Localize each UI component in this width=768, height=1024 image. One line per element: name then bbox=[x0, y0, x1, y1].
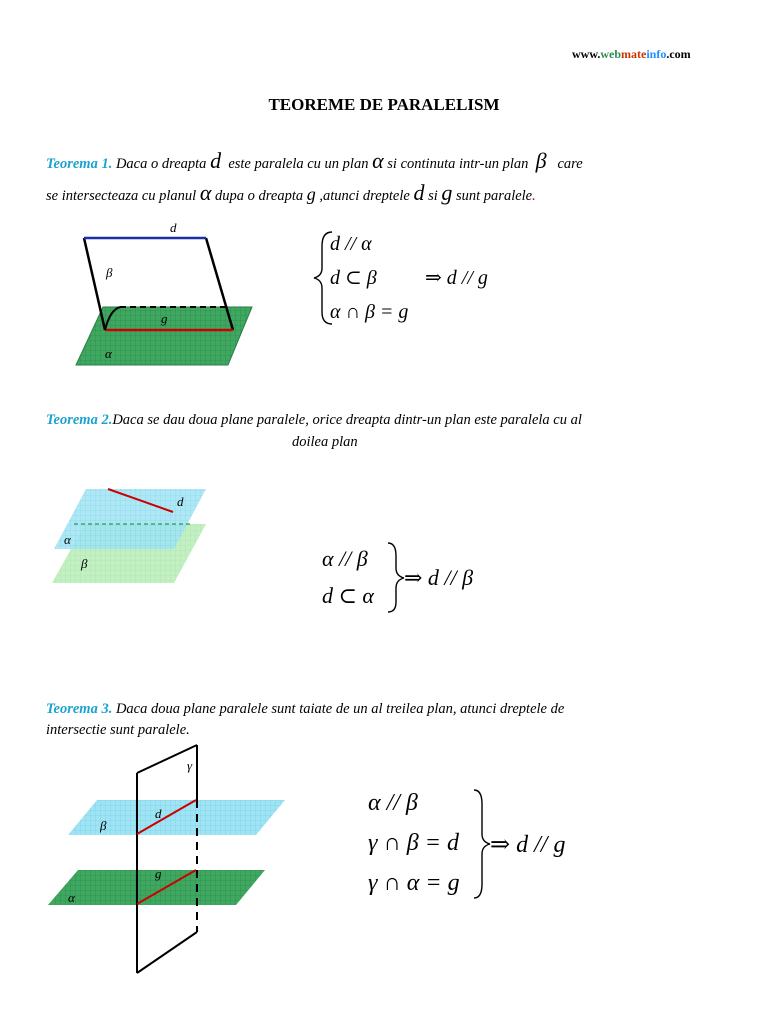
label-d: d bbox=[170, 220, 177, 235]
t3-formula-line-1: α // β bbox=[368, 790, 418, 816]
page-title: TEOREME DE PARALELISM bbox=[268, 95, 500, 114]
symbol-d: d bbox=[413, 180, 425, 205]
t2-formula-line-1: α // β bbox=[322, 546, 368, 571]
text-segment: care bbox=[557, 156, 583, 172]
label-alpha: α bbox=[105, 346, 112, 361]
theorem-2-text-line-2: doilea plan bbox=[292, 434, 358, 450]
text-segment: Daca o dreapta bbox=[115, 156, 207, 172]
symbol-d: d bbox=[210, 148, 222, 173]
t1-formula-line-2: d ⊂ β bbox=[330, 267, 377, 289]
text-segment: si continuta intr-un plan bbox=[387, 156, 529, 172]
label-beta: β bbox=[100, 818, 107, 833]
t3-formula-implication: ⇒ d // g bbox=[490, 832, 566, 858]
theorem-1-label: Teorema 1. bbox=[46, 156, 113, 172]
text-segment: si bbox=[428, 188, 438, 204]
site-url-com: .com bbox=[666, 47, 691, 61]
text-segment: dupa o dreapta bbox=[215, 188, 304, 204]
site-url-info: info bbox=[646, 47, 667, 61]
right-brace-icon bbox=[474, 790, 490, 898]
label-d: d bbox=[155, 806, 162, 821]
label-alpha: α bbox=[64, 532, 71, 547]
text-segment: Daca doua plane paralele sunt taiate de un al treilea plan, atunci dreptele de bbox=[115, 701, 565, 717]
symbol-g: g bbox=[306, 184, 316, 204]
label-alpha: α bbox=[68, 890, 75, 905]
label-gamma: γ bbox=[187, 758, 193, 773]
t1-formula-line-1: d // α bbox=[330, 233, 372, 255]
text-segment: se intersecteaza cu planul bbox=[46, 188, 197, 204]
site-url-mate: mate bbox=[621, 47, 647, 61]
label-beta: β bbox=[81, 556, 88, 571]
text-segment: ,atunci dreptele bbox=[319, 188, 410, 204]
t3-formula-line-3: γ ∩ α = g bbox=[368, 870, 460, 896]
site-url-www: www. bbox=[572, 47, 601, 61]
text-segment: sunt paralele bbox=[456, 188, 533, 204]
symbol-alpha: α bbox=[199, 180, 212, 205]
t2-formula-line-2: d ⊂ α bbox=[322, 583, 374, 608]
site-url-web: web bbox=[600, 47, 622, 61]
theorem-3-label: Teorema 3. bbox=[46, 701, 113, 717]
t1-formula-line-3: α ∩ β = g bbox=[330, 301, 409, 323]
t2-formula-implication: ⇒ d // β bbox=[404, 565, 474, 590]
label-d: d bbox=[177, 494, 184, 509]
text-segment: este paralela cu un plan bbox=[228, 156, 369, 172]
symbol-g: g bbox=[441, 180, 453, 205]
symbol-alpha: α bbox=[372, 148, 384, 173]
t3-formula-line-2: γ ∩ β = d bbox=[368, 830, 459, 856]
t1-formula-implication: ⇒ d // g bbox=[425, 267, 488, 289]
text-segment: Daca se dau doua plane paralele, orice dreapta dintr-un plan este paralela cu al bbox=[112, 412, 582, 428]
label-g: g bbox=[161, 311, 168, 326]
label-beta: β bbox=[106, 265, 113, 280]
symbol-beta: β bbox=[535, 148, 547, 173]
plane-gamma-edge bbox=[137, 932, 197, 973]
label-g: g bbox=[155, 866, 162, 881]
text-period: . bbox=[532, 188, 536, 204]
text-segment: intersectie sunt paralele. bbox=[46, 722, 190, 738]
theorem-2-label: Teorema 2. bbox=[46, 412, 113, 428]
